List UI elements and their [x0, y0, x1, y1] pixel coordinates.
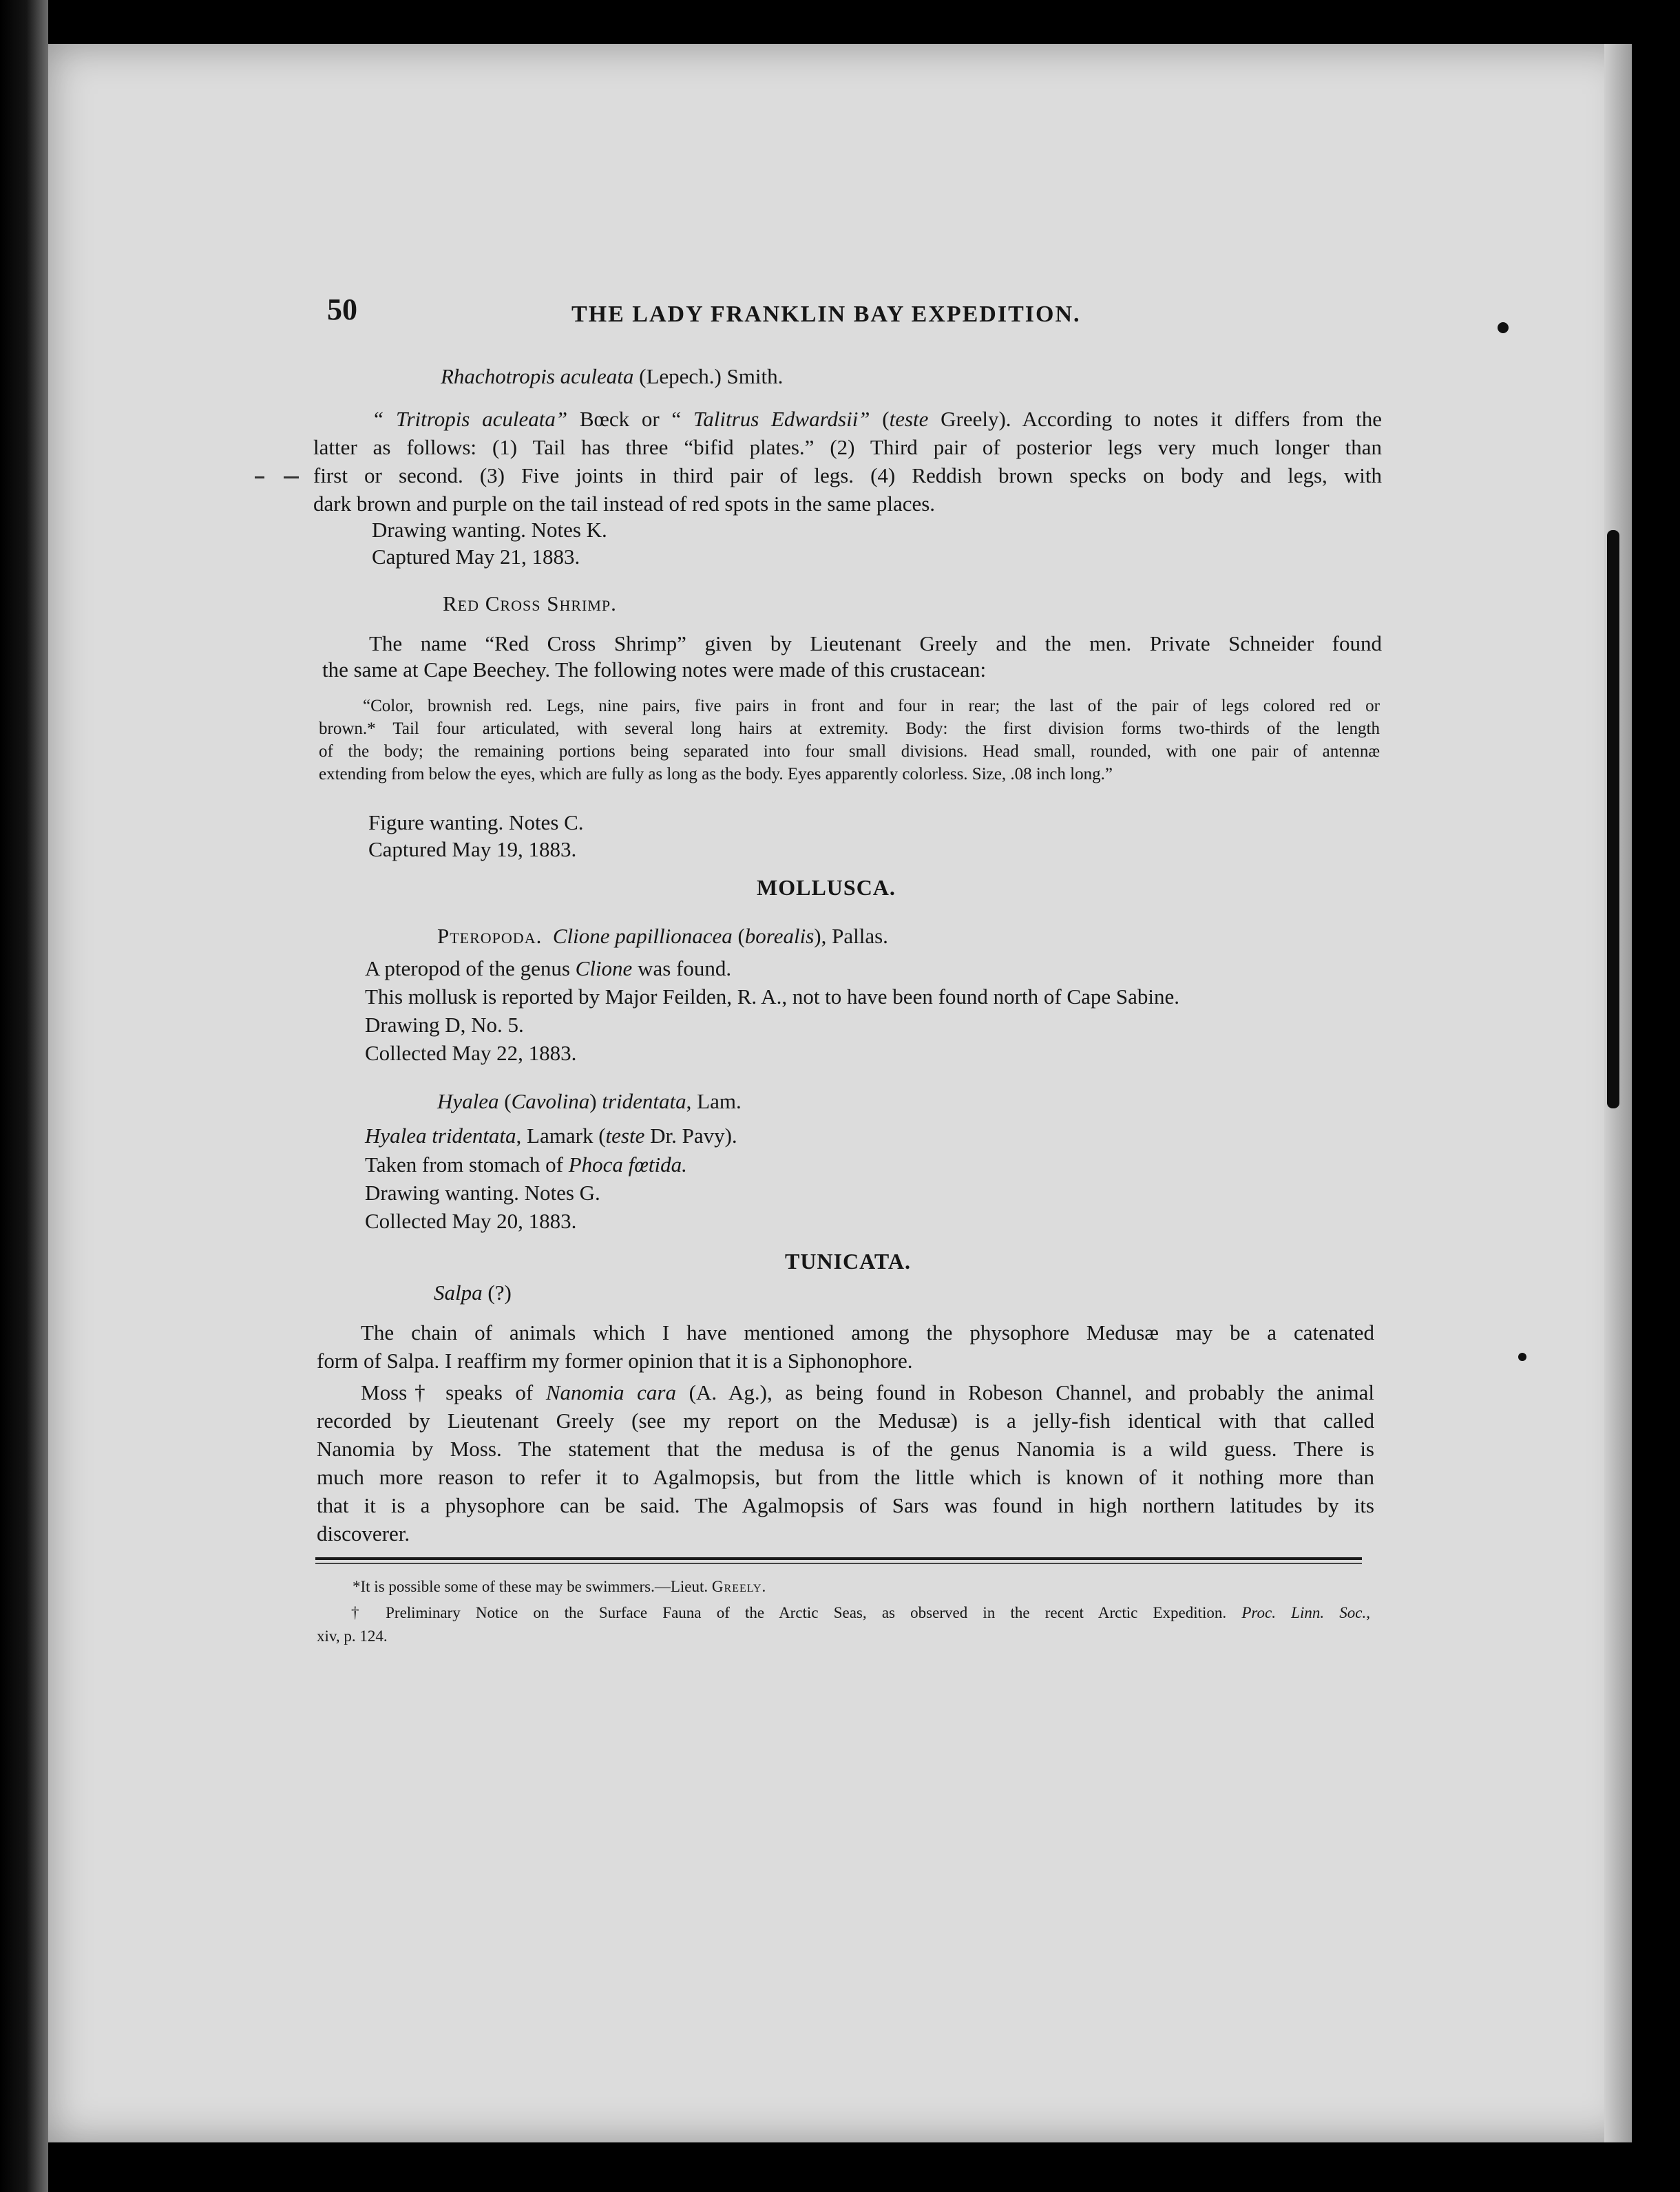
text-run: ( [870, 407, 890, 431]
species-name: Phoca fœtida. [568, 1152, 687, 1177]
footnote: xiv, p. 124. [317, 1627, 388, 1645]
text-run: , Lamark ( [516, 1124, 606, 1148]
paragraph-line: This mollusk is reported by Major Feilden, R. A., not to have been found north of Cape Sabine. [365, 984, 1179, 1009]
synonym-name: Hyalea tridentata [365, 1124, 516, 1148]
species-name: Rhachotropis aculeata [441, 364, 634, 388]
collection-date: Collected May 22, 1883. [365, 1041, 577, 1065]
paragraph-line [361, 1379, 1374, 1406]
drawing-note: Drawing wanting. Notes G. [365, 1181, 600, 1205]
text-run: Bœck or “ [567, 407, 693, 431]
drawing-note: Drawing wanting. Notes K. [372, 518, 607, 542]
teste-italic: teste [889, 407, 929, 431]
text-run: † Preliminary Notice on the Surface Fauna of the Arctic Seas, as observed in the recent Arctic Expedition. [351, 1604, 1242, 1621]
text-run: ( [732, 924, 745, 948]
species-authority: ), Pallas. [814, 924, 888, 948]
paragraph-line: latter as follows: (1) Tail has three “bifid plates.” (2) Third pair of posterior legs very much longer than [313, 435, 1382, 459]
species-authority: (Lepech.) Smith. [633, 364, 784, 388]
text-run: (A. Ag.), as being found in Robeson Channel, and probably the animal [676, 1380, 1374, 1404]
text-run: Greely. [711, 1578, 767, 1595]
collection-date: Collected May 20, 1883. [365, 1209, 577, 1233]
page-number: 50 [327, 293, 357, 326]
binding-shadow [0, 0, 48, 2192]
running-head: THE LADY FRANKLIN BAY EXPEDITION. [571, 302, 1081, 327]
species-epithet: tridentata [602, 1089, 686, 1113]
order-label: Pteropoda. [437, 924, 543, 948]
journal-title: Proc. Linn. Soc., [1241, 1604, 1370, 1621]
figure-note: Figure wanting. Notes C. [368, 810, 584, 834]
paragraph-line: discoverer. [317, 1521, 410, 1546]
page-sheet [48, 44, 1632, 2142]
synonym-name: Talitrus Edwardsii” [693, 407, 870, 431]
text-run: A pteropod of the genus [365, 956, 576, 980]
drawing-note: Drawing D, No. 5. [365, 1013, 524, 1037]
paragraph-line [365, 955, 731, 982]
taxon-line [434, 1279, 512, 1307]
paragraph-line: dark brown and purple on the tail instead of red spots in the same places. [313, 492, 936, 516]
taxon-line [437, 1088, 742, 1115]
paragraph-line [365, 1122, 737, 1150]
capture-date: Captured May 21, 1883. [372, 545, 580, 569]
footnote-rule [315, 1557, 1362, 1560]
text-run: *It is possible some of these may be swimmers.—Lieut. [353, 1578, 712, 1595]
paragraph-line: first or second. (3) Five joints in third pair of legs. (4) Reddish brown specks on body and legs, with [313, 463, 1382, 487]
paragraph-line: much more reason to refer it to Agalmopsis, but from the little which is known of it nothing more than [317, 1465, 1374, 1489]
margin-dot [1518, 1353, 1526, 1361]
margin-dash [284, 476, 299, 478]
paragraph-line: Nanomia by Moss. The statement that the medusa is of the genus Nanomia is a wild guess. There is [317, 1437, 1374, 1461]
section-heading: MOLLUSCA. [757, 875, 896, 900]
genus-name: Hyalea [437, 1089, 499, 1113]
text-run: Moss† speaks of [361, 1380, 546, 1404]
quote-line: brown.* Tail four articulated, with several long hairs at extremity. Body: the first division forms two-thirds of the length [319, 719, 1380, 738]
paragraph-line [365, 1151, 687, 1179]
capture-date: Captured May 19, 1883. [368, 837, 577, 861]
teste-italic: teste [605, 1124, 645, 1148]
text-run: Greely). According to notes it differs from the [928, 407, 1383, 431]
text-run: ( [498, 1089, 512, 1113]
margin-mark [1607, 530, 1619, 1108]
quote-line: of the body; the remaining portions being separated into four small divisions. Head small, rounded, with one pair of antennæ [319, 742, 1380, 761]
footnote-rule [315, 1563, 1362, 1564]
section-heading: Red Cross Shrimp. [443, 591, 617, 615]
paragraph-line: form of Salpa. I reaffirm my former opinion that it is a Siphonophore. [317, 1349, 913, 1373]
synonym-name: borealis [744, 924, 815, 948]
paragraph-line [372, 405, 1382, 433]
text-run: Dr. Pavy). [644, 1124, 737, 1148]
subgenus-name: Cavolina [511, 1089, 590, 1113]
text-run: (?) [482, 1281, 512, 1305]
footnote [351, 1603, 1370, 1623]
genus-name: Clione [575, 956, 633, 980]
text-run: Taken from stomach of [365, 1152, 569, 1177]
margin-dot [1498, 322, 1509, 333]
margin-dash [255, 476, 264, 478]
paragraph-line: recorded by Lieutenant Greely (see my report on the Medusæ) is a jelly-fish identical with that called [317, 1409, 1374, 1433]
taxon-line [437, 923, 888, 950]
species-heading [441, 363, 783, 390]
paragraph-line: The chain of animals which I have mentioned among the physophore Medusæ may be a catenated [361, 1320, 1374, 1345]
synonym-name: “ Tritropis aculeata” [372, 407, 568, 431]
text-run: ) [589, 1089, 602, 1113]
paragraph-line: The name “Red Cross Shrimp” given by Lieutenant Greely and the men. Private Schneider found [369, 631, 1382, 655]
text-run: was found. [632, 956, 732, 980]
quote-line: extending from below the eyes, which are fully as long as the body. Eyes apparently colorless. Size, .08 inch long.” [319, 765, 1113, 783]
species-name: Nanomia cara [545, 1380, 676, 1404]
footnote [353, 1577, 766, 1597]
genus-name: Salpa [434, 1281, 483, 1305]
section-heading: TUNICATA. [785, 1249, 911, 1274]
quote-line: “Color, brownish red. Legs, nine pairs, five pairs in front and four in rear; the last of the pair of legs colored red or [363, 697, 1380, 715]
species-name: Clione papillionacea [552, 924, 733, 948]
paragraph-line: the same at Cape Beechey. The following notes were made of this crustacean: [322, 657, 987, 682]
species-authority: , Lam. [686, 1089, 742, 1113]
paragraph-line: that it is a physophore can be said. The Agalmopsis of Sars was found in high northern latitudes by its [317, 1493, 1374, 1517]
